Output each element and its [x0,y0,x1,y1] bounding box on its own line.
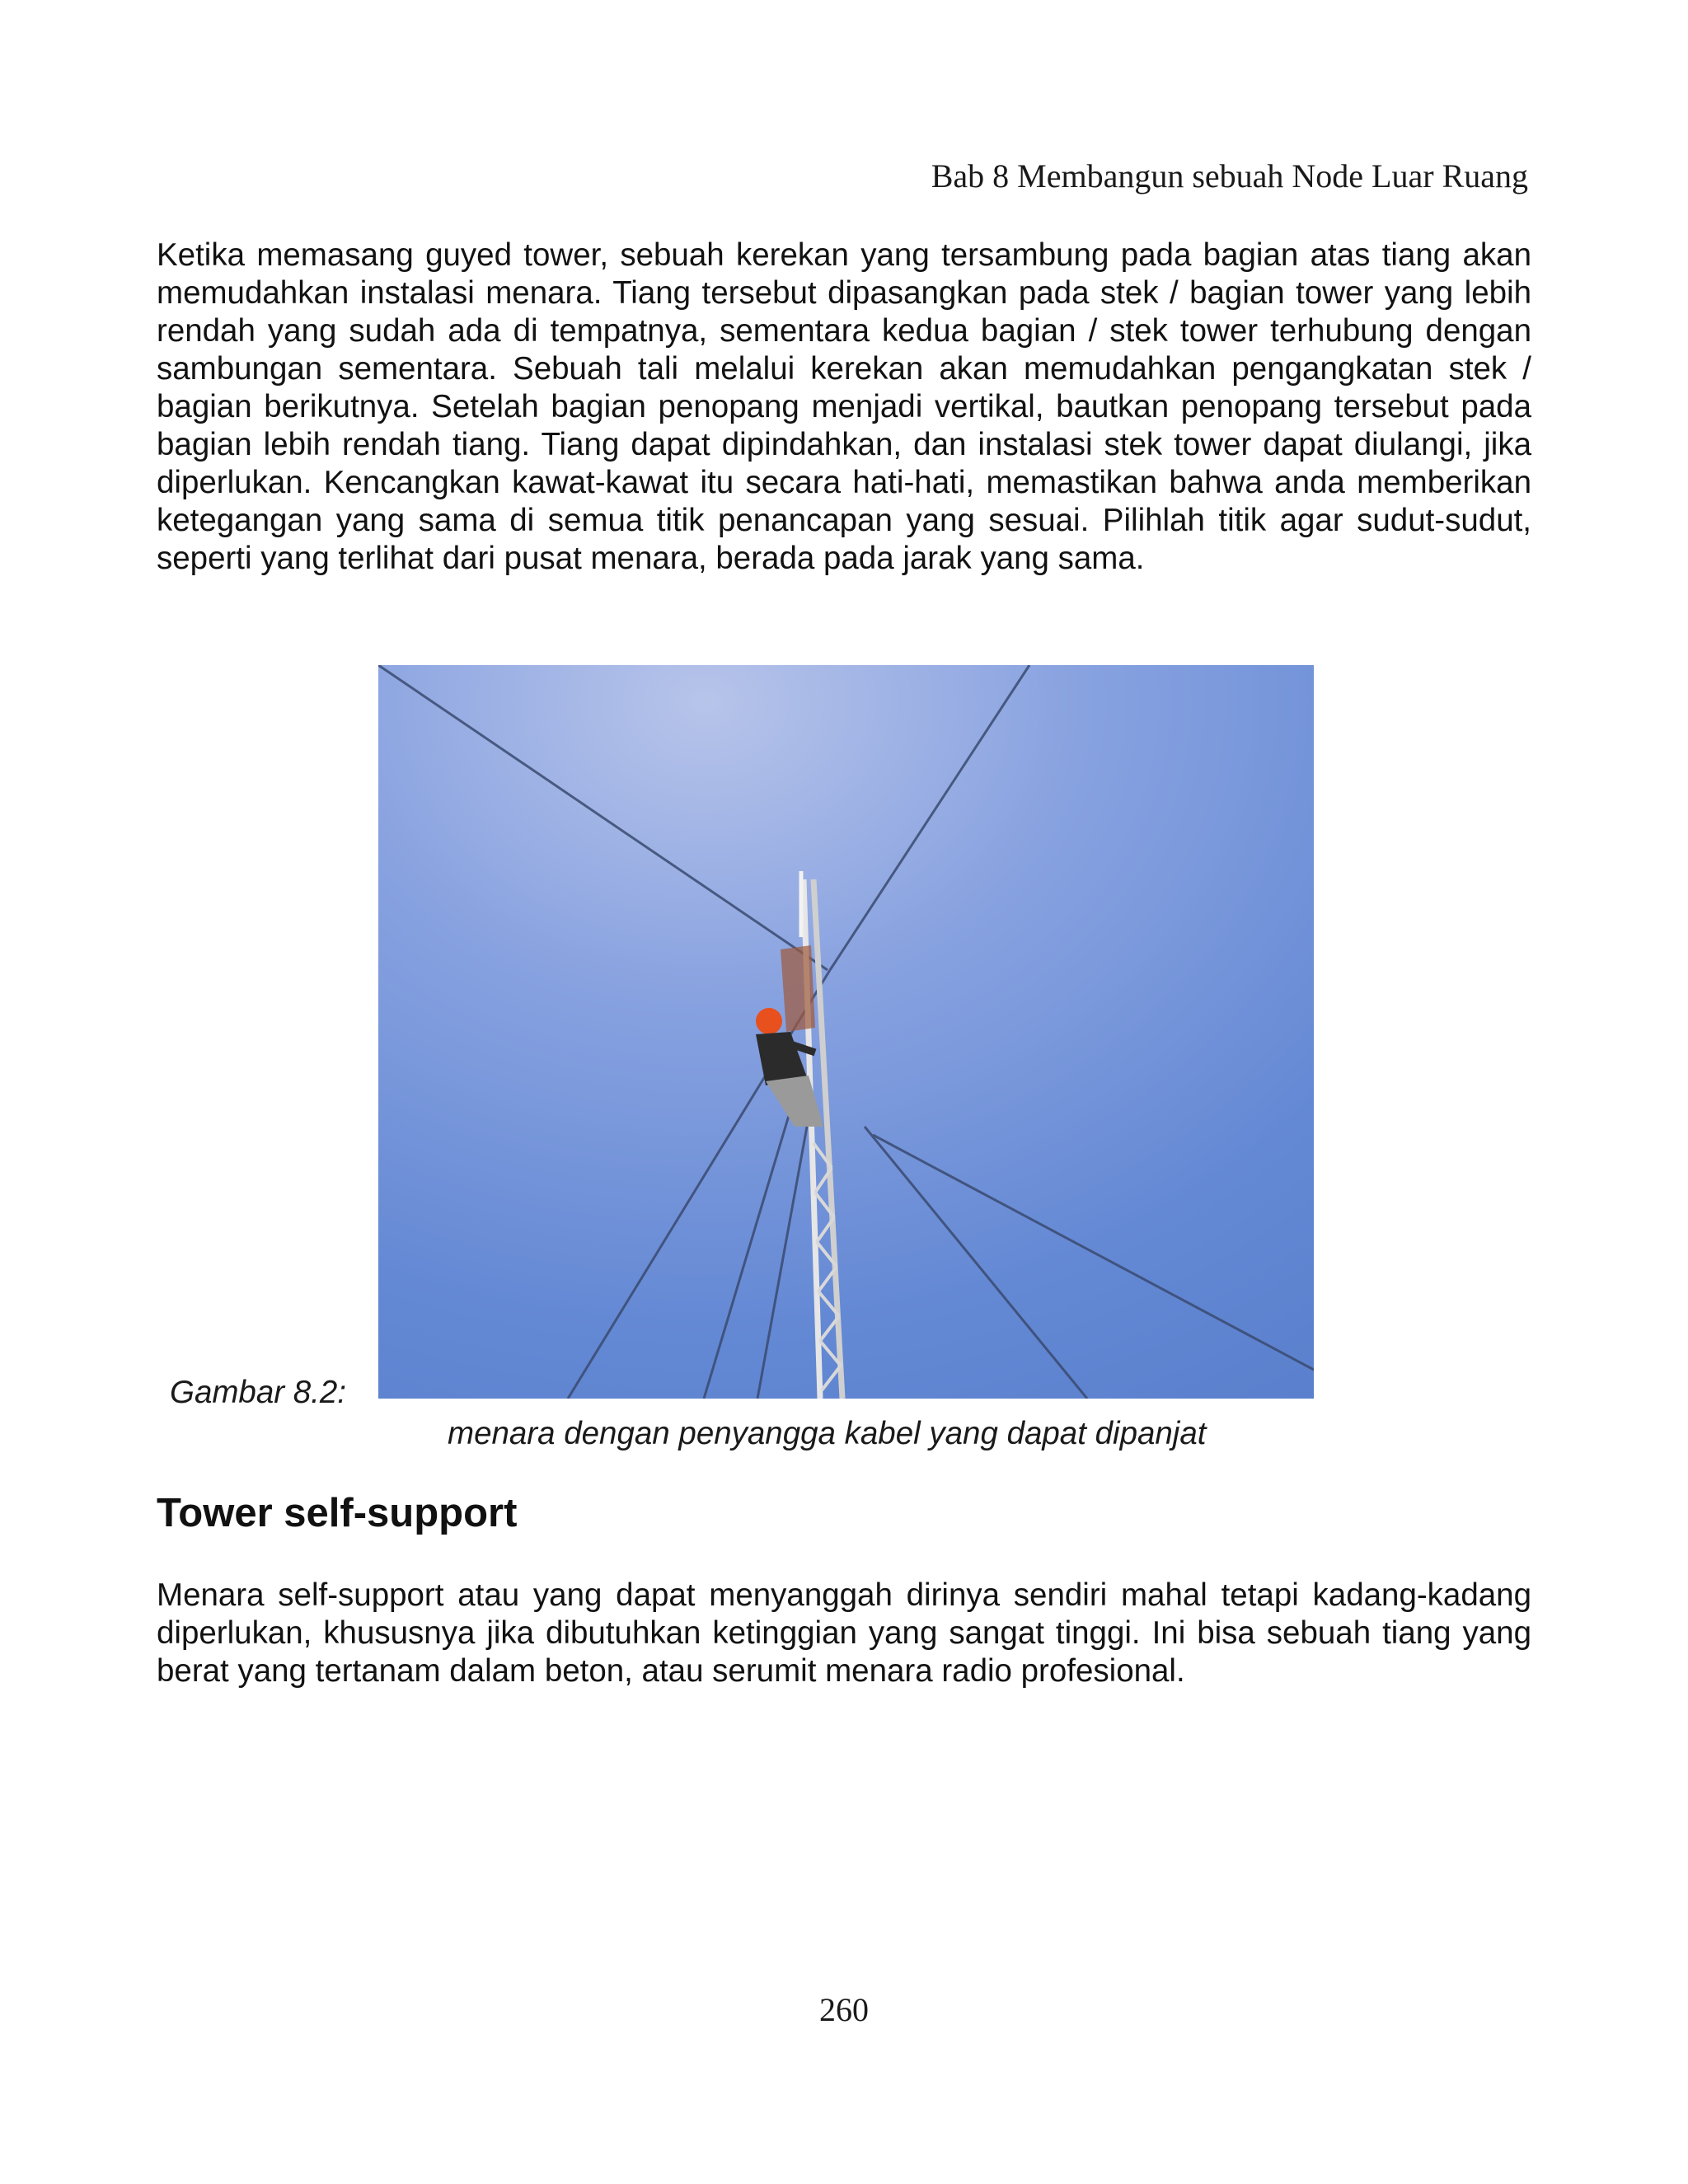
tower-climber-photo [378,665,1314,1399]
climber-helmet [756,1008,782,1034]
page-number: 260 [819,1991,869,2028]
section-heading: Tower self-support [157,1491,518,1535]
running-header: Bab 8 Membangun sebuah Node Luar Ruang [931,157,1528,194]
paragraph-guyed-tower-installation: Ketika memasang guyed tower, sebuah kerekan yang tersambung pada bagian atas tiang akan memudahkan instalasi menara. Tiang tersebut dipasangkan pada stek / bagian tower yang lebih rendah yang sudah ada di tempatnya, sementara kedua bagian / stek tower terhubung dengan sambungan sementara. Sebuah tali melalui kerekan akan memudahkan pengangkatan stek / bagian berikutnya. Setelah bagian penopang menjadi vertikal, bautkan penopang tersebut pada bagian lebih rendah tiang. Tiang dapat dipindahkan, dan instalasi stek tower dapat diulangi, jika diperlukan. Kencangkan kawat-kawat itu secara hati-hati, memastikan bahwa anda memberikan ketegangan yang sama di semua titik penancapan yang sesuai. Pilihlah titik agar sudut-sudut, seperti yang terlihat dari pusat menara, berada pada jarak yang sama. [157,237,1531,576]
paragraph-self-support-tower: Menara self-support atau yang dapat menyanggah dirinya sendiri mahal tetapi kadang-kadang diperlukan, khususnya jika dibutuhkan ketinggian yang sangat tinggi. Ini bisa sebuah tiang yang berat yang tertanam dalam beton, atau serumit menara radio profesional. [157,1577,1531,1689]
sky-background [378,665,1314,1399]
figure-label: Gambar 8.2: [170,1375,346,1410]
figure-caption: menara dengan penyangga kabel yang dapat dipanjat [448,1416,1207,1451]
